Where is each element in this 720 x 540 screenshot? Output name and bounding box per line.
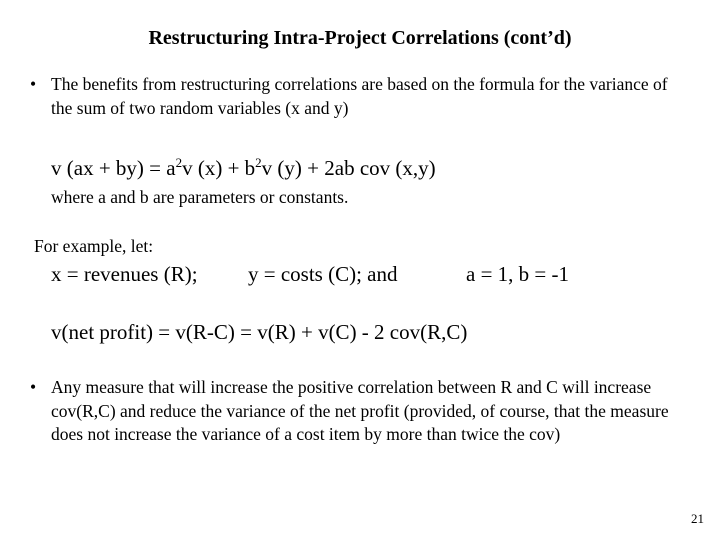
formula-part: v (x) + b — [182, 156, 256, 180]
page-number: 21 — [691, 511, 704, 526]
variance-formula — [51, 155, 436, 181]
example-intro: For example, let: — [34, 236, 154, 256]
formula-exponent: 2 — [255, 155, 262, 170]
bullet-item-formula-basis — [30, 73, 691, 120]
bullet-icon: • — [30, 377, 37, 397]
formula-note: where a and b are parameters or constants. — [51, 187, 349, 207]
definition-ab: a = 1, b = -1 — [466, 262, 570, 286]
formula-part: v (y) + 2ab cov (x,y) — [261, 156, 436, 180]
definition-x: x = revenues (R); — [51, 262, 198, 286]
bullet-item-correlation-measure — [30, 376, 691, 447]
bullet-text: The benefits from restructuring correlations are based on the formula for the variance of the sum of two random variables (x and y) — [51, 74, 668, 118]
slide-title: Restructuring Intra-Project Correlations (cont’d) — [148, 27, 572, 49]
net-profit-formula: v(net profit) = v(R-C) = v(R) + v(C) - 2 cov(R,C) — [51, 320, 468, 344]
formula-exponent: 2 — [175, 155, 183, 170]
definition-y: y = costs (C); and — [248, 262, 398, 286]
bullet-icon: • — [30, 74, 37, 94]
formula-part: v (ax + by) = a — [51, 156, 176, 180]
bullet-text: Any measure that will increase the positive correlation between R and C will increase cov(R,C) and reduce the variance of the net profit (provided, of course, that the measure does not increase the variance of a cost item by more than twice the cov) — [51, 377, 669, 444]
